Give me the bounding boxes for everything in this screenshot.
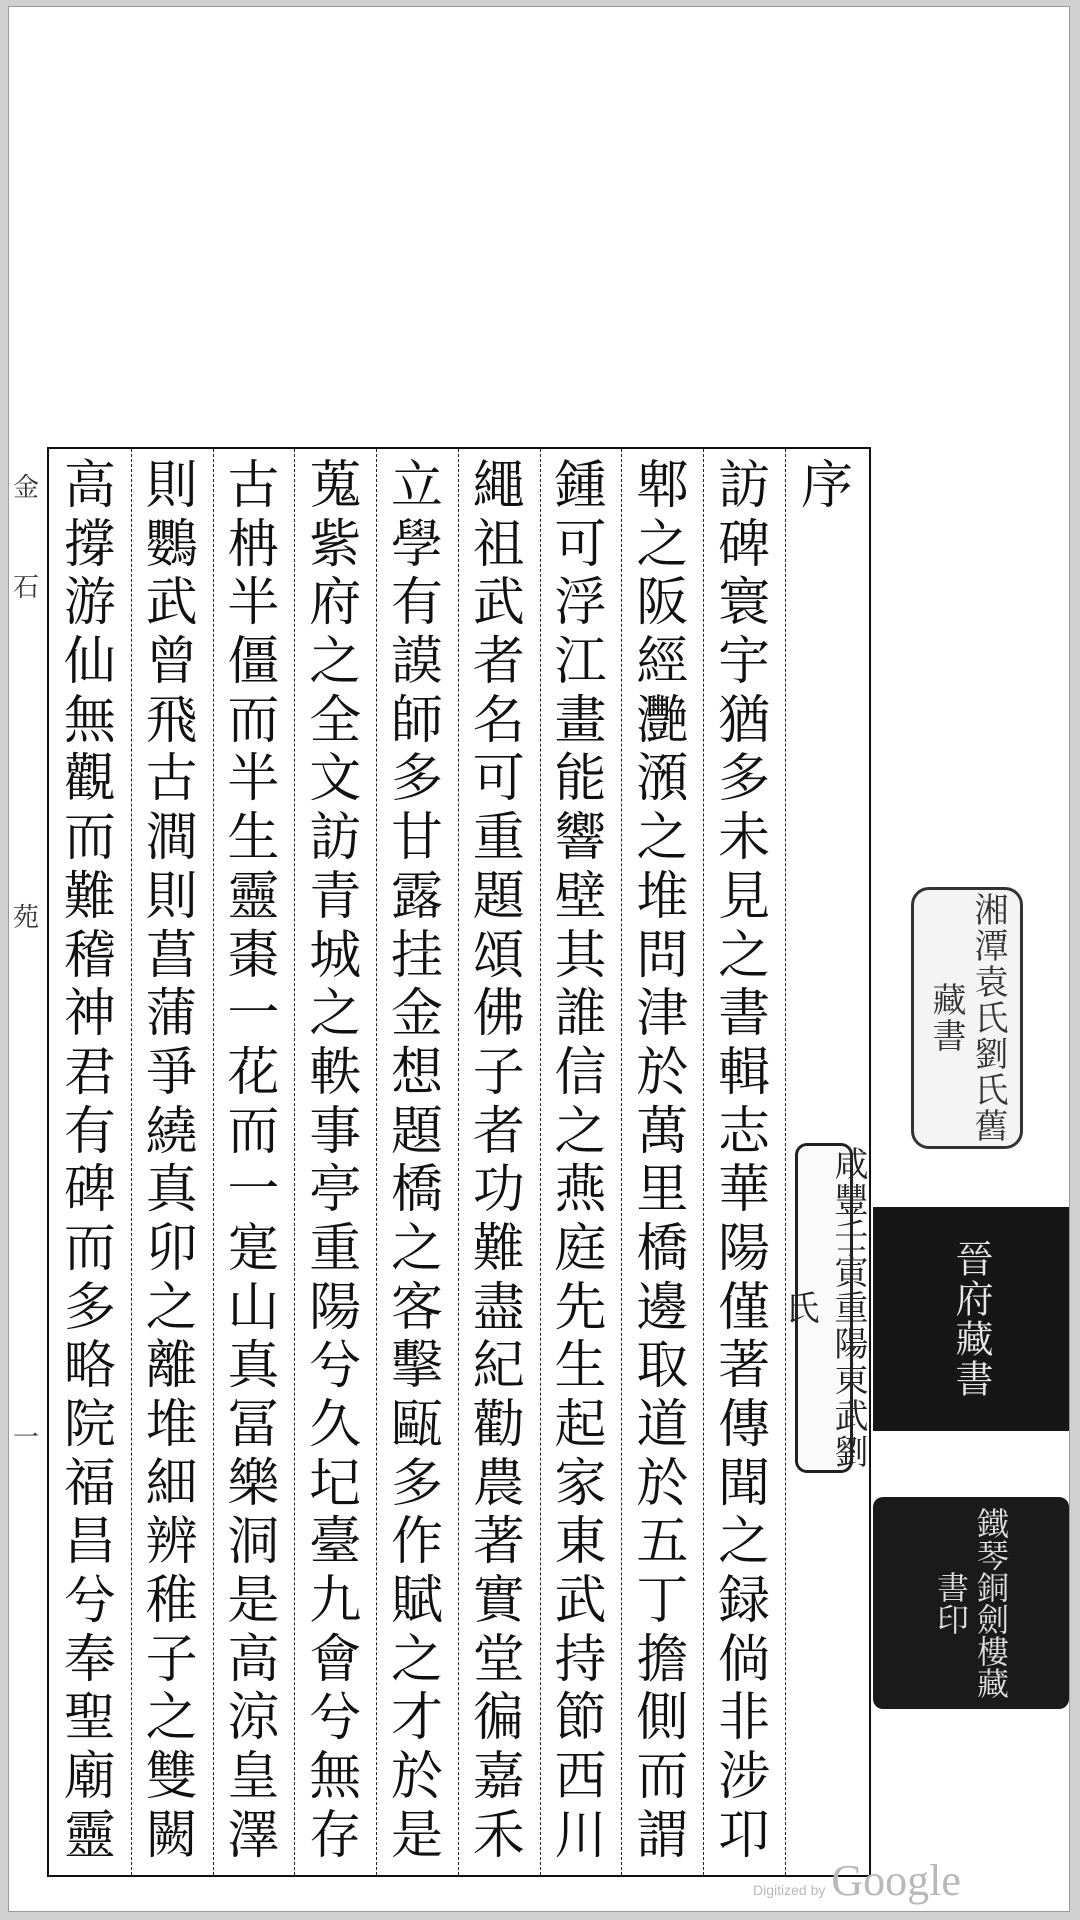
preface-title: 序 xyxy=(800,456,853,516)
char: 蒐 xyxy=(309,456,362,516)
char: 金 xyxy=(390,984,443,1045)
char: 未 xyxy=(718,808,771,869)
char: 者 xyxy=(472,1101,525,1162)
char: 兮 xyxy=(309,1336,362,1397)
char: 難 xyxy=(472,1218,525,1279)
char: 紀 xyxy=(472,1336,525,1397)
char: 立 xyxy=(390,456,443,516)
char: 文 xyxy=(309,749,362,810)
char: 名 xyxy=(472,690,525,751)
char: 訪 xyxy=(309,808,362,869)
char: 多 xyxy=(63,1277,116,1338)
char: 於 xyxy=(636,1453,689,1514)
char: 古 xyxy=(227,456,280,516)
char: 亭 xyxy=(309,1160,362,1221)
char: 會 xyxy=(309,1629,362,1690)
watermark-prefix: Digitized by xyxy=(753,1882,826,1898)
char: 澤 xyxy=(227,1805,280,1866)
char: 則 xyxy=(145,866,198,927)
char: 之 xyxy=(390,1629,443,1690)
char: 子 xyxy=(472,1042,525,1103)
char: 花 xyxy=(227,1042,280,1103)
char: 而 xyxy=(227,1101,280,1162)
char: 繞 xyxy=(145,1101,198,1162)
edge-mark-3: 苑 xyxy=(13,903,40,933)
char: 而 xyxy=(636,1747,689,1808)
char: 灧 xyxy=(636,690,689,751)
char: 略 xyxy=(63,1336,116,1397)
seal-text: 晉府藏書 xyxy=(949,1239,993,1399)
char: 樂 xyxy=(227,1453,280,1514)
char: 其 xyxy=(554,925,607,986)
char: 院 xyxy=(63,1395,116,1455)
char: 作 xyxy=(390,1512,443,1573)
char: 江 xyxy=(554,632,607,693)
char: 生 xyxy=(227,808,280,869)
char: 客 xyxy=(390,1277,443,1338)
char: 堆 xyxy=(145,1395,198,1455)
char: 軼 xyxy=(309,1042,362,1103)
char: 無 xyxy=(63,690,116,751)
char: 誰 xyxy=(554,984,607,1045)
char: 郫 xyxy=(636,456,689,516)
text-column-6 xyxy=(294,449,376,1875)
seal-text: 湘潭袁氏劉氏舊藏書 xyxy=(926,892,1008,1144)
char: 昌 xyxy=(63,1512,116,1573)
char: 訪 xyxy=(718,456,771,516)
char: 録 xyxy=(718,1571,771,1632)
char: 青 xyxy=(309,866,362,927)
char: 曾 xyxy=(145,632,198,693)
char: 想 xyxy=(390,1042,443,1103)
char: 才 xyxy=(390,1688,443,1749)
char: 持 xyxy=(554,1629,607,1690)
char: 高 xyxy=(227,1629,280,1690)
char: 觀 xyxy=(63,749,116,810)
char: 重 xyxy=(472,808,525,869)
char: 於 xyxy=(636,1042,689,1103)
char: 皇 xyxy=(227,1747,280,1808)
char: 阪 xyxy=(636,573,689,634)
char: 師 xyxy=(390,690,443,751)
char: 謂 xyxy=(636,1805,689,1866)
char: 九 xyxy=(309,1571,362,1632)
char: 離 xyxy=(145,1336,198,1397)
char: 半 xyxy=(227,573,280,634)
char: 棗 xyxy=(227,925,280,986)
char: 萬 xyxy=(636,1101,689,1162)
text-column-7 xyxy=(213,449,295,1875)
char: 奉 xyxy=(63,1629,116,1690)
column-rule xyxy=(131,449,132,1875)
char: 題 xyxy=(472,866,525,927)
char: 菖 xyxy=(145,925,198,986)
char: 游 xyxy=(63,573,116,634)
char: 實 xyxy=(472,1571,525,1632)
char: 問 xyxy=(636,925,689,986)
char: 稽 xyxy=(63,925,116,986)
char: 庭 xyxy=(554,1218,607,1279)
text-column-5 xyxy=(376,449,458,1875)
char: 福 xyxy=(63,1453,116,1514)
char: 之 xyxy=(309,632,362,693)
column-rule xyxy=(294,449,295,1875)
char: 橋 xyxy=(636,1218,689,1279)
edge-mark-2: 石 xyxy=(13,573,40,603)
char: 壁 xyxy=(554,866,607,927)
char: 可 xyxy=(472,749,525,810)
char: 之 xyxy=(636,514,689,575)
char: 難 xyxy=(63,866,116,927)
char: 全 xyxy=(309,690,362,751)
char: 徧 xyxy=(472,1688,525,1749)
column-rule xyxy=(540,449,541,1875)
char: 川 xyxy=(554,1805,607,1866)
char: 碑 xyxy=(718,514,771,575)
char: 賦 xyxy=(390,1571,443,1632)
char: 之 xyxy=(309,984,362,1045)
char: 堆 xyxy=(636,866,689,927)
char: 著 xyxy=(472,1512,525,1573)
char: 多 xyxy=(390,1453,443,1514)
edge-mark-4: 一 xyxy=(13,1423,40,1453)
seal-stamp-dark-middle xyxy=(873,1207,1069,1431)
char: 圮 xyxy=(309,1453,362,1514)
char: 之 xyxy=(554,1101,607,1162)
char: 西 xyxy=(554,1747,607,1808)
char: 紫 xyxy=(309,514,362,575)
char: 重 xyxy=(309,1218,362,1279)
char: 而 xyxy=(63,1218,116,1279)
char: 聞 xyxy=(718,1453,771,1514)
char: 節 xyxy=(554,1688,607,1749)
digitized-watermark xyxy=(753,1855,961,1906)
char: 卭 xyxy=(718,1805,771,1866)
char: 農 xyxy=(472,1453,525,1514)
char: 嘉 xyxy=(472,1747,525,1808)
char: 鍾 xyxy=(554,456,607,516)
seal-stamp-dark-bottom xyxy=(873,1497,1069,1709)
char: 祖 xyxy=(472,514,525,575)
char: 多 xyxy=(718,749,771,810)
char: 猶 xyxy=(718,690,771,751)
char: 神 xyxy=(63,984,116,1045)
char: 擊 xyxy=(390,1336,443,1397)
char: 事 xyxy=(309,1101,362,1162)
seal-text: 咸豐壬寅重陽東武劉氏 xyxy=(779,1146,868,1470)
char: 聖 xyxy=(63,1688,116,1749)
seal-text: 鐵琴銅劍樓藏書印 xyxy=(932,1507,1010,1699)
char: 稚 xyxy=(145,1571,198,1632)
char: 真 xyxy=(227,1336,280,1397)
char: 爭 xyxy=(145,1042,198,1103)
char: 生 xyxy=(554,1336,607,1397)
seal-stamp-vertical xyxy=(779,1143,868,1473)
char: 僵 xyxy=(227,632,280,693)
char: 寔 xyxy=(227,1218,280,1279)
edge-mark-1: 金 xyxy=(13,473,40,503)
char: 撐 xyxy=(63,514,116,575)
char: 擔 xyxy=(636,1629,689,1690)
char: 家 xyxy=(554,1453,607,1514)
char: 堂 xyxy=(472,1629,525,1690)
char: 卯 xyxy=(145,1218,198,1279)
char: 勸 xyxy=(472,1395,525,1455)
char: 經 xyxy=(636,632,689,693)
char: 有 xyxy=(390,573,443,634)
char: 無 xyxy=(309,1747,362,1808)
char: 涉 xyxy=(718,1747,771,1808)
char: 畫 xyxy=(554,690,607,751)
char: 露 xyxy=(390,866,443,927)
column-rule xyxy=(213,449,214,1875)
char: 倘 xyxy=(718,1629,771,1690)
char: 題 xyxy=(390,1101,443,1162)
char: 書 xyxy=(718,984,771,1045)
char: 一 xyxy=(227,984,280,1045)
char: 蒲 xyxy=(145,984,198,1045)
char: 非 xyxy=(718,1688,771,1749)
char: 邊 xyxy=(636,1277,689,1338)
char: 城 xyxy=(309,925,362,986)
char: 甌 xyxy=(390,1395,443,1455)
char: 浮 xyxy=(554,573,607,634)
char: 著 xyxy=(718,1336,771,1397)
char: 寰 xyxy=(718,573,771,634)
char: 華 xyxy=(718,1160,771,1221)
column-rule xyxy=(458,449,459,1875)
char: 武 xyxy=(554,1571,607,1632)
char: 子 xyxy=(145,1629,198,1690)
char: 僅 xyxy=(718,1277,771,1338)
char: 真 xyxy=(145,1160,198,1221)
char: 者 xyxy=(472,632,525,693)
char: 陽 xyxy=(718,1218,771,1279)
char: 燕 xyxy=(554,1160,607,1221)
char: 之 xyxy=(718,1512,771,1573)
char: 五 xyxy=(636,1512,689,1573)
char: 道 xyxy=(636,1395,689,1455)
char: 兮 xyxy=(309,1688,362,1749)
google-logo: Google xyxy=(831,1856,961,1905)
char: 古 xyxy=(145,749,198,810)
char: 之 xyxy=(390,1218,443,1279)
char: 學 xyxy=(390,514,443,575)
char: 山 xyxy=(227,1277,280,1338)
char: 盡 xyxy=(472,1277,525,1338)
char: 志 xyxy=(718,1101,771,1162)
char: 於 xyxy=(390,1747,443,1808)
char: 君 xyxy=(63,1042,116,1103)
char: 細 xyxy=(145,1453,198,1514)
char: 一 xyxy=(227,1160,280,1221)
char: 取 xyxy=(636,1336,689,1397)
char: 洞 xyxy=(227,1512,280,1573)
text-column-2 xyxy=(621,449,703,1875)
char: 久 xyxy=(309,1395,362,1455)
char: 存 xyxy=(309,1805,362,1866)
char: 津 xyxy=(636,984,689,1045)
text-column-9 xyxy=(49,449,131,1875)
column-rule xyxy=(376,449,377,1875)
char: 起 xyxy=(554,1395,607,1455)
char: 則 xyxy=(145,456,198,516)
char: 佛 xyxy=(472,984,525,1045)
char: 鸚 xyxy=(145,514,198,575)
char: 闕 xyxy=(145,1805,198,1866)
char: 挂 xyxy=(390,925,443,986)
char: 甘 xyxy=(390,808,443,869)
text-column-8 xyxy=(131,449,213,1875)
char: 而 xyxy=(63,808,116,869)
char: 響 xyxy=(554,808,607,869)
char: 是 xyxy=(227,1571,280,1632)
text-column-3 xyxy=(540,449,622,1875)
char: 廟 xyxy=(63,1747,116,1808)
char: 飛 xyxy=(145,690,198,751)
text-frame xyxy=(47,447,871,1877)
char: 頌 xyxy=(472,925,525,986)
char: 是 xyxy=(390,1805,443,1866)
char: 雙 xyxy=(145,1747,198,1808)
char: 之 xyxy=(145,1688,198,1749)
char: 涼 xyxy=(227,1688,280,1749)
char: 傳 xyxy=(718,1395,771,1455)
char: 而 xyxy=(227,690,280,751)
char: 禾 xyxy=(472,1805,525,1866)
char: 之 xyxy=(145,1277,198,1338)
char: 辨 xyxy=(145,1512,198,1573)
char: 之 xyxy=(636,808,689,869)
char: 高 xyxy=(63,456,116,516)
char: 多 xyxy=(390,749,443,810)
char: 澦 xyxy=(636,749,689,810)
char: 之 xyxy=(718,925,771,986)
char: 輯 xyxy=(718,1042,771,1103)
char: 可 xyxy=(554,514,607,575)
char: 兮 xyxy=(63,1571,116,1632)
char: 有 xyxy=(63,1101,116,1162)
seal-stamp-top-right xyxy=(911,887,1023,1149)
scanned-page xyxy=(8,6,1070,1912)
char: 仙 xyxy=(63,632,116,693)
char: 橋 xyxy=(390,1160,443,1221)
char: 陽 xyxy=(309,1277,362,1338)
text-column-1 xyxy=(703,449,785,1875)
char: 柟 xyxy=(227,514,280,575)
char: 冨 xyxy=(227,1395,280,1455)
char: 側 xyxy=(636,1688,689,1749)
char: 能 xyxy=(554,749,607,810)
char: 靈 xyxy=(63,1805,116,1866)
char: 宇 xyxy=(718,632,771,693)
char: 見 xyxy=(718,866,771,927)
char: 碑 xyxy=(63,1160,116,1221)
char: 先 xyxy=(554,1277,607,1338)
column-rule xyxy=(703,449,704,1875)
char: 東 xyxy=(554,1512,607,1573)
char: 臺 xyxy=(309,1512,362,1573)
char: 謨 xyxy=(390,632,443,693)
char: 里 xyxy=(636,1160,689,1221)
char: 繩 xyxy=(472,456,525,516)
char: 武 xyxy=(145,573,198,634)
char: 澗 xyxy=(145,808,198,869)
char: 武 xyxy=(472,573,525,634)
column-rule xyxy=(621,449,622,1875)
char: 信 xyxy=(554,1042,607,1103)
text-column-4 xyxy=(458,449,540,1875)
char: 靈 xyxy=(227,866,280,927)
char: 功 xyxy=(472,1160,525,1221)
char: 半 xyxy=(227,749,280,810)
char: 府 xyxy=(309,573,362,634)
char: 丁 xyxy=(636,1571,689,1632)
